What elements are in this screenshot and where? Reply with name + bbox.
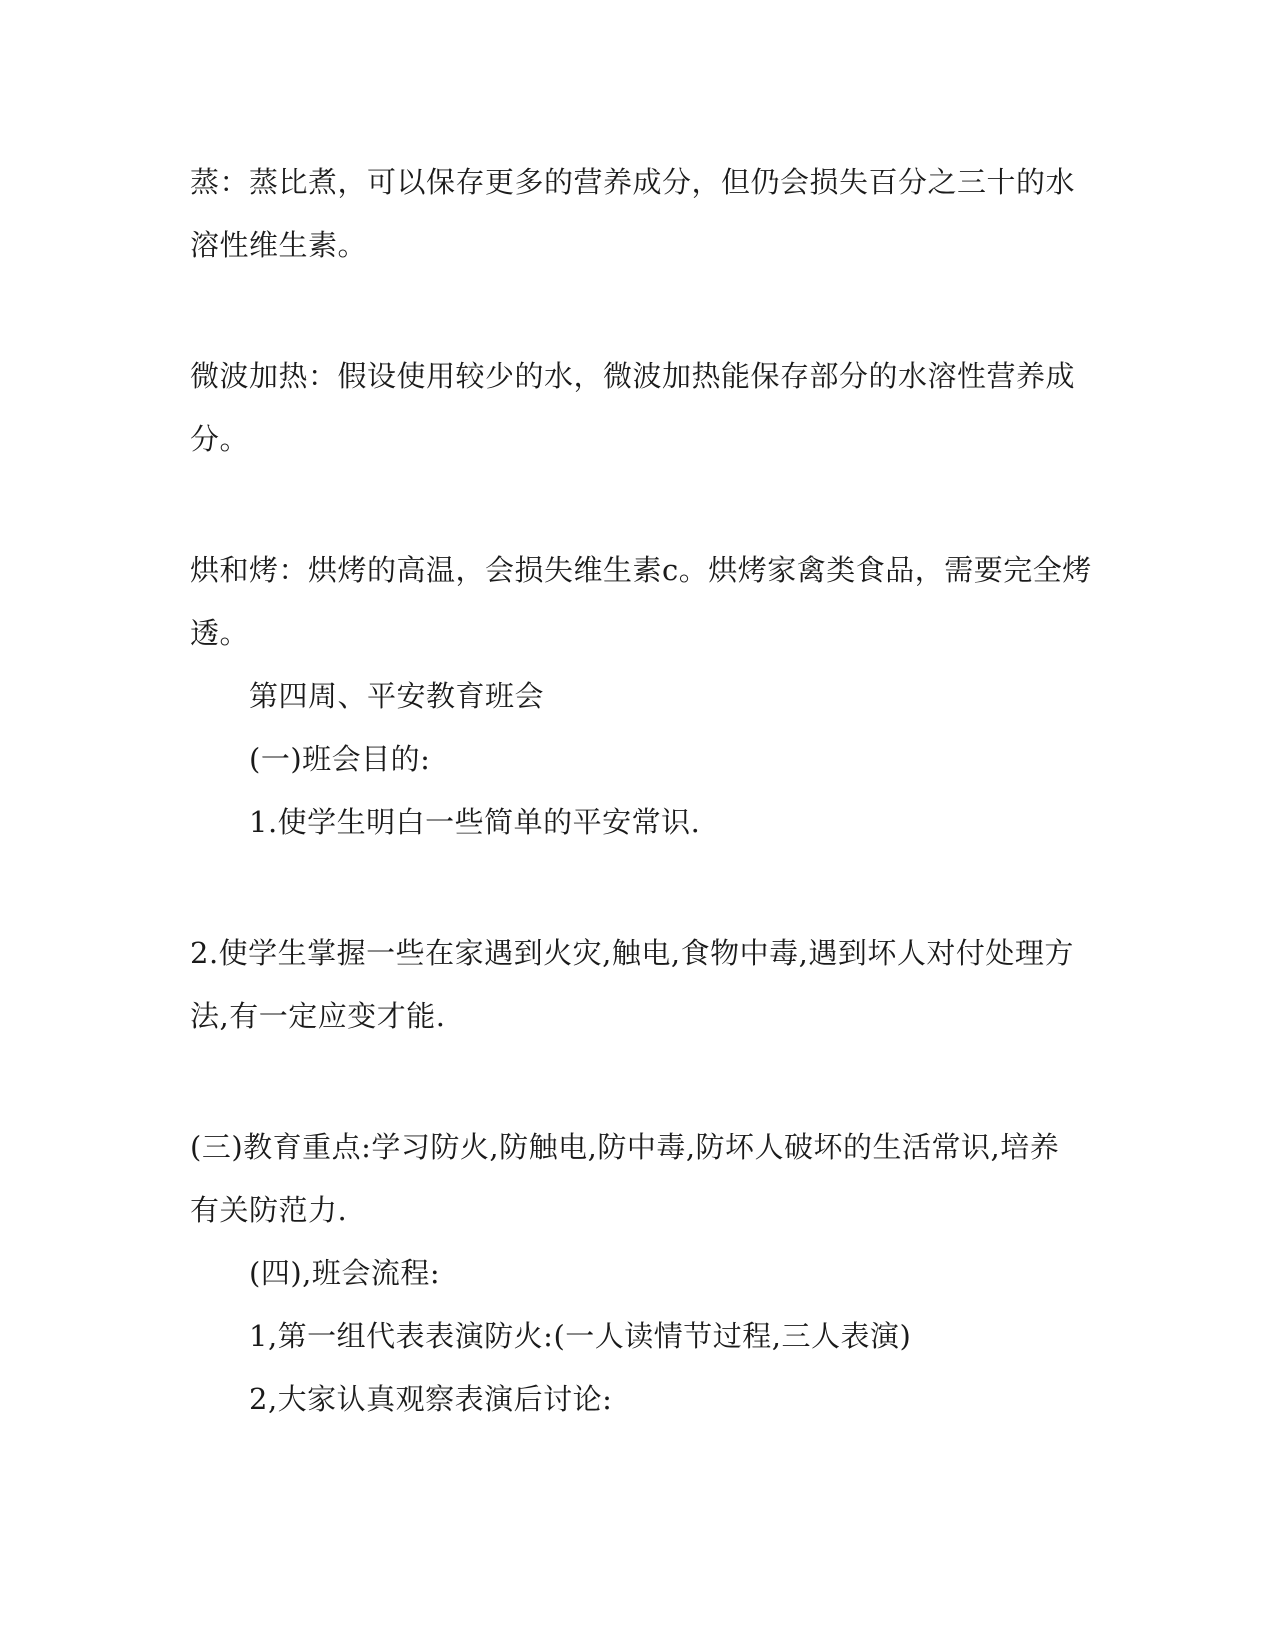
text-line-bake-1: 烘和烤：烘烤的高温，会损失维生素c。烘烤家禽类食品，需要完全烤 <box>190 553 1092 587</box>
text-line-purpose-2a: 2.使学生掌握一些在家遇到火灾,触电,食物中毒,遇到坏人对付处理方 <box>190 936 1074 970</box>
text-line-process-2: 2,大家认真观察表演后讨论: <box>249 1382 613 1416</box>
text-line-process-1: 1,第一组代表表演防火:(一人读情节过程,三人表演) <box>249 1319 912 1353</box>
text-line-purpose-2b: 法,有一定应变才能. <box>190 999 446 1033</box>
text-line-steam-2: 溶性维生素。 <box>190 228 368 262</box>
text-line-steam-1: 蒸：蒸比煮，可以保存更多的营养成分，但仍会损失百分之三十的水 <box>190 165 1076 199</box>
section-heading-week4: 第四周、平安教育班会 <box>249 679 545 713</box>
text-line-focus-2: 有关防范力. <box>190 1193 348 1227</box>
text-line-process-heading: (四),班会流程: <box>249 1256 441 1290</box>
text-line-bake-2: 透。 <box>190 616 250 650</box>
text-line-focus-1: (三)教育重点:学习防火,防触电,防中毒,防坏人破坏的生活常识,培养 <box>190 1130 1060 1164</box>
text-line-microwave-2: 分。 <box>190 422 250 456</box>
text-line-purpose-1: 1.使学生明白一些简单的平安常识. <box>249 805 701 839</box>
text-line-purpose-heading: (一)班会目的: <box>249 742 431 776</box>
text-line-microwave-1: 微波加热：假设使用较少的水，微波加热能保存部分的水溶性营养成 <box>190 359 1076 393</box>
